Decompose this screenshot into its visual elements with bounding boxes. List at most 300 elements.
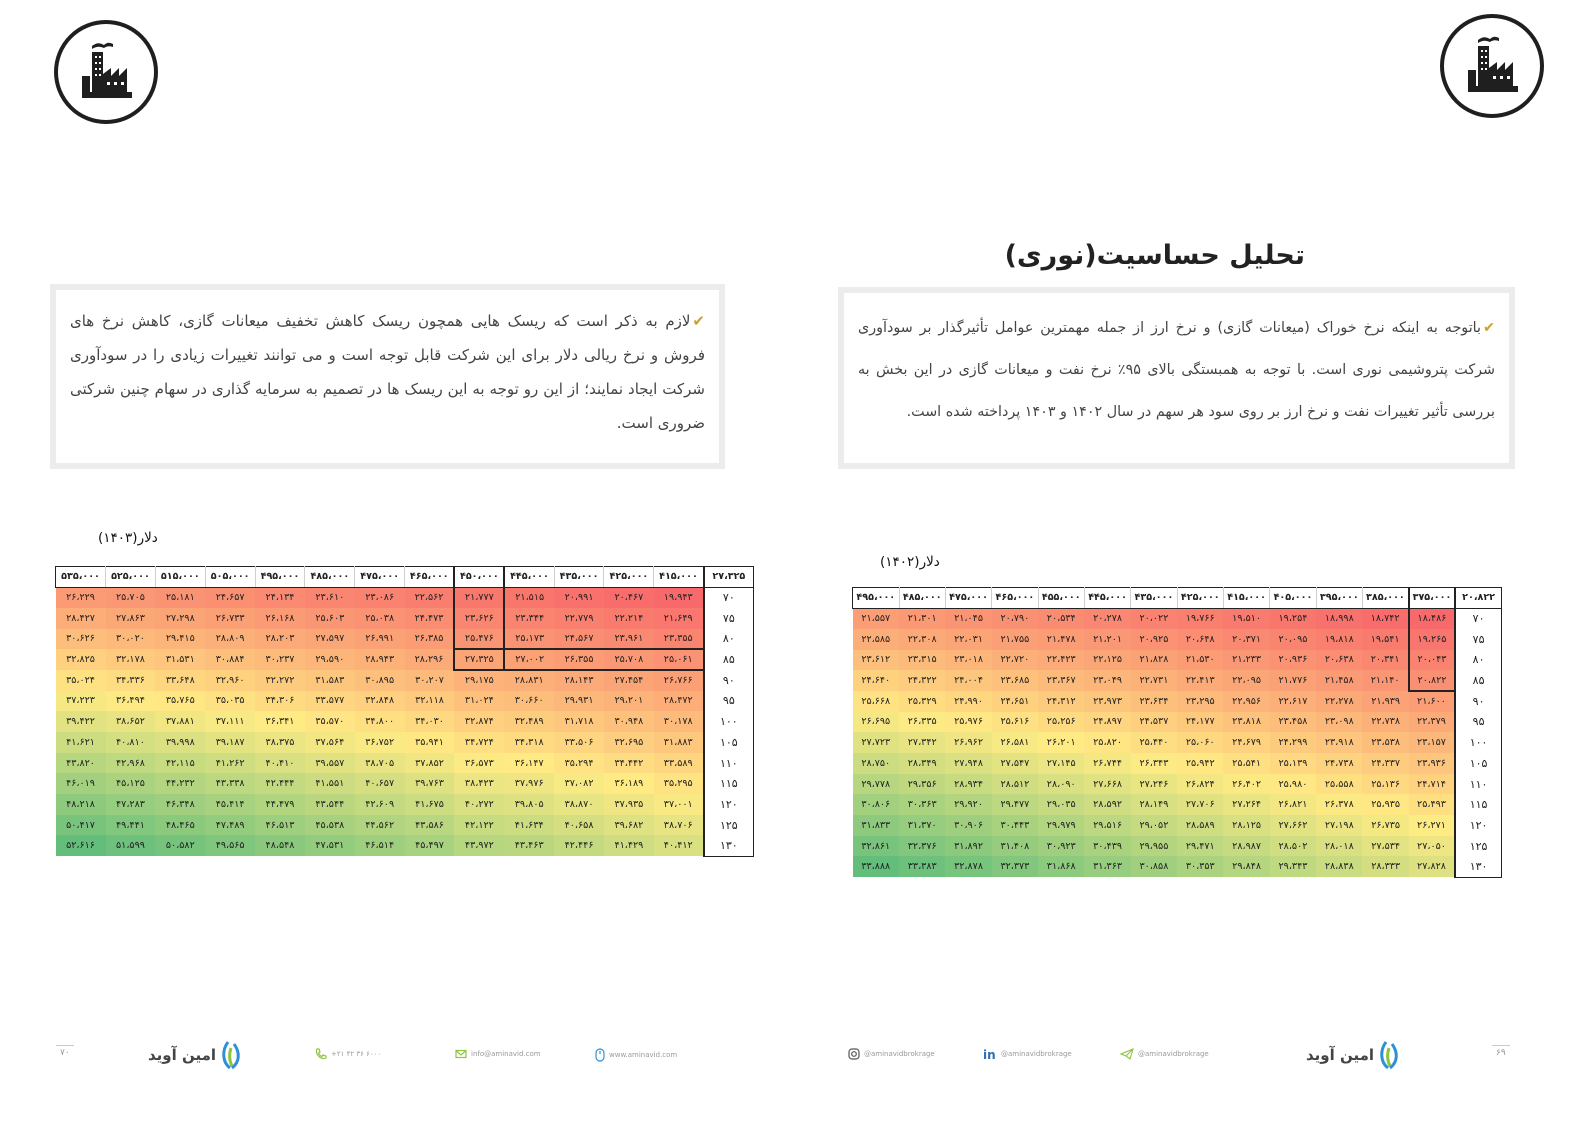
eps-cell: ۲۹،۸۴۸ — [1223, 856, 1269, 877]
table-header-row — [853, 588, 1502, 609]
eps-cell: ۳۵،۷۶۵ — [155, 691, 205, 712]
table-row — [56, 794, 754, 815]
eps-cell: ۴۳،۴۶۳ — [504, 835, 554, 856]
eps-cell: ۲۸،۵۹۲ — [1084, 794, 1130, 815]
eps-cell: ۲۵،۵۵۸ — [1316, 774, 1362, 795]
oil-price-label: ۱۱۵ — [1455, 794, 1501, 815]
eps-cell: ۳۴،۴۴۲ — [604, 753, 654, 774]
eps-cell: ۲۱،۲۰۱ — [1084, 629, 1130, 650]
unit-label-1403: دلار(۱۴۰۳) — [98, 530, 158, 546]
eps-cell: ۳۱،۳۶۳ — [1084, 856, 1130, 877]
fx-rate-header: ۴۷۵،۰۰۰ — [945, 588, 991, 609]
oil-price-label: ۹۰ — [1455, 691, 1501, 712]
eps-cell: ۲۷،۲۴۶ — [1131, 774, 1177, 795]
oil-price-label: ۱۳۰ — [704, 835, 754, 856]
eps-cell: ۲۲،۶۱۷ — [1270, 691, 1316, 712]
eps-cell: ۳۰،۳۶۳ — [899, 794, 945, 815]
check-icon: ✔ — [692, 312, 705, 330]
table-row — [56, 835, 754, 856]
eps-cell: ۲۳،۴۵۸ — [1270, 712, 1316, 733]
eps-cell: ۳۵،۰۲۴ — [56, 670, 106, 691]
eps-cell: ۳۲،۶۹۵ — [604, 732, 654, 753]
eps-cell: ۴۷،۲۸۳ — [106, 794, 156, 815]
eps-cell: ۲۵،۴۴۰ — [1131, 732, 1177, 753]
eps-cell: ۲۷،۸۲۸ — [1409, 856, 1455, 877]
eps-cell: ۴۰،۲۷۲ — [454, 794, 504, 815]
eps-cell: ۲۱،۸۲۸ — [1131, 650, 1177, 671]
eps-cell: ۲۶،۲۲۹ — [56, 587, 106, 608]
oil-price-label: ۱۰۰ — [704, 711, 754, 732]
eps-cell: ۴۵،۱۲۵ — [106, 773, 156, 794]
eps-cell: ۳۷،۰۸۲ — [554, 773, 604, 794]
fx-rate-header: ۴۸۵،۰۰۰ — [899, 588, 945, 609]
eps-cell: ۳۲،۹۶۰ — [205, 670, 255, 691]
eps-cell: ۴۴،۴۷۹ — [255, 794, 305, 815]
fx-rate-header: ۴۱۵،۰۰۰ — [654, 567, 704, 588]
eps-cell: ۳۵،۲۹۵ — [654, 773, 704, 794]
eps-cell: ۲۶،۵۸۱ — [992, 732, 1038, 753]
eps-cell: ۳۷،۹۳۵ — [604, 794, 654, 815]
eps-cell: ۳۴،۳۱۸ — [504, 732, 554, 753]
eps-cell: ۲۹،۵۹۰ — [305, 649, 355, 670]
eps-cell: ۳۷،۹۷۶ — [504, 773, 554, 794]
eps-cell: ۲۴،۳۳۷ — [1362, 753, 1408, 774]
eps-cell: ۲۴،۴۷۳ — [405, 608, 455, 629]
eps-cell: ۲۵،۱۳۹ — [1270, 753, 1316, 774]
sensitivity-table-1402 — [852, 587, 1502, 878]
eps-cell: ۳۰،۰۲۰ — [106, 629, 156, 650]
eps-cell: ۳۲،۲۷۲ — [255, 670, 305, 691]
linkedin-icon — [983, 1048, 997, 1060]
footer-phone[interactable]: +۲۱ ۴۲ ۳۶ ۶۰۰۰ — [315, 1048, 381, 1060]
eps-cell: ۳۴،۳۰۶ — [255, 691, 305, 712]
eps-cell: ۳۲،۸۴۸ — [355, 691, 405, 712]
fx-rate-header: ۴۳۵،۰۰۰ — [554, 567, 604, 588]
eps-cell: ۱۸،۷۴۲ — [1362, 608, 1408, 629]
eps-cell: ۲۵،۶۱۶ — [992, 712, 1038, 733]
eps-cell: ۳۰،۲۰۷ — [405, 670, 455, 691]
fx-rate-header: ۵۲۵،۰۰۰ — [106, 567, 156, 588]
eps-cell: ۳۷،۰۰۱ — [654, 794, 704, 815]
table-row — [853, 691, 1502, 712]
fx-rate-header: ۳۷۵،۰۰۰ — [1409, 588, 1455, 609]
eps-cell: ۲۵،۹۴۲ — [1177, 753, 1223, 774]
fx-rate-header: ۴۷۵،۰۰۰ — [355, 567, 405, 588]
eps-cell: ۴۲،۴۴۴ — [255, 773, 305, 794]
eps-cell: ۲۴،۰۰۴ — [945, 670, 991, 691]
oil-price-label: ۸۵ — [1455, 670, 1501, 691]
eps-cell: ۴۳،۳۳۸ — [205, 773, 255, 794]
eps-cell: ۲۸،۸۳۸ — [1316, 856, 1362, 877]
eps-cell: ۲۳،۹۶۱ — [604, 629, 654, 650]
fx-rate-header: ۴۵۰،۰۰۰ — [454, 567, 504, 588]
eps-cell: ۳۰،۶۶۰ — [504, 691, 554, 712]
table-row — [56, 608, 754, 629]
eps-cell: ۴۷،۵۳۱ — [305, 835, 355, 856]
eps-cell: ۲۲،۳۷۹ — [1409, 712, 1455, 733]
eps-cell: ۲۷،۰۰۲ — [504, 649, 554, 670]
oil-price-label: ۱۲۵ — [704, 815, 754, 836]
eps-cell: ۳۰،۴۴۳ — [992, 815, 1038, 836]
eps-cell: ۲۹،۰۵۲ — [1131, 815, 1177, 836]
eps-cell: ۲۲،۰۳۱ — [945, 629, 991, 650]
eps-cell: ۲۹،۱۷۵ — [454, 670, 504, 691]
eps-cell: ۳۹،۱۸۷ — [205, 732, 255, 753]
oil-price-label: ۱۳۰ — [1455, 856, 1501, 877]
eps-cell: ۱۹،۲۶۵ — [1409, 629, 1455, 650]
eps-cell: ۲۳،۳۱۵ — [899, 650, 945, 671]
footer-email[interactable]: info@aminavid.com — [455, 1048, 541, 1060]
eps-cell: ۴۰،۴۱۰ — [255, 753, 305, 774]
table-row — [853, 856, 1502, 877]
eps-cell: ۲۶،۳۳۵ — [899, 712, 945, 733]
eps-cell: ۲۶،۸۲۱ — [1270, 794, 1316, 815]
eps-cell: ۲۱،۶۰۰ — [1409, 691, 1455, 712]
factory-icon — [1462, 32, 1522, 98]
phone-icon — [315, 1048, 327, 1060]
eps-cell: ۲۸،۹۳۴ — [945, 774, 991, 795]
eps-cell: ۴۰،۶۵۷ — [355, 773, 405, 794]
eps-cell: ۲۶،۹۹۱ — [355, 629, 405, 650]
eps-cell: ۲۹،۹۵۵ — [1131, 836, 1177, 857]
eps-cell: ۳۵،۵۷۰ — [305, 711, 355, 732]
eps-cell: ۲۰،۳۷۱ — [1223, 629, 1269, 650]
footer-69 — [794, 1040, 1587, 1074]
table-row — [56, 753, 754, 774]
eps-cell: ۴۳،۵۴۴ — [305, 794, 355, 815]
eps-cell: ۳۰،۶۲۶ — [56, 629, 106, 650]
eps-cell: ۳۳،۵۰۶ — [554, 732, 604, 753]
table-row — [853, 836, 1502, 857]
eps-cell: ۲۶،۷۴۴ — [1084, 753, 1130, 774]
eps-cell: ۲۹،۹۷۹ — [1038, 815, 1084, 836]
eps-cell: ۲۱،۴۵۸ — [1316, 670, 1362, 691]
eps-cell: ۵۰،۴۱۷ — [56, 815, 106, 836]
eps-cell: ۲۰،۳۴۱ — [1362, 650, 1408, 671]
eps-cell: ۳۴،۰۳۰ — [405, 711, 455, 732]
eps-cell: ۴۱،۶۲۱ — [56, 732, 106, 753]
eps-cell: ۲۵،۰۳۸ — [355, 608, 405, 629]
fx-rate-header: ۳۹۵،۰۰۰ — [1316, 588, 1362, 609]
eps-cell: ۲۷،۳۴۲ — [899, 732, 945, 753]
table-row — [853, 794, 1502, 815]
eps-cell: ۴۱،۴۲۹ — [604, 835, 654, 856]
eps-cell: ۴۶،۵۱۴ — [355, 835, 405, 856]
eps-cell: ۲۲،۲۷۸ — [1316, 691, 1362, 712]
table-row — [853, 670, 1502, 691]
eps-cell: ۳۴،۷۲۴ — [454, 732, 504, 753]
eps-cell: ۲۵،۷۰۸ — [604, 649, 654, 670]
eps-cell: ۲۵،۸۲۰ — [1084, 732, 1130, 753]
eps-cell: ۲۴،۸۹۷ — [1084, 712, 1130, 733]
eps-cell: ۲۱،۲۳۳ — [1223, 650, 1269, 671]
eps-cell: ۲۲،۷۳۱ — [1131, 670, 1177, 691]
table-row — [853, 712, 1502, 733]
brand-logo: امین آوید — [1306, 1040, 1402, 1070]
eps-cell: ۲۲،۵۸۵ — [853, 629, 900, 650]
eps-cell: ۲۵،۱۳۶ — [1362, 774, 1408, 795]
eps-cell: ۳۱،۵۸۳ — [305, 670, 355, 691]
eps-cell: ۲۴،۲۹۹ — [1270, 732, 1316, 753]
fx-rate-header: ۴۶۵،۰۰۰ — [405, 567, 455, 588]
eps-cell: ۳۸،۶۵۲ — [106, 711, 156, 732]
fx-rate-header: ۴۴۵،۰۰۰ — [504, 567, 554, 588]
factory-logo — [1440, 14, 1544, 118]
svg-text:in: in — [983, 1048, 996, 1060]
eps-cell: ۴۶،۳۴۸ — [155, 794, 205, 815]
eps-cell: ۲۷،۵۳۴ — [1362, 836, 1408, 857]
footer-linkedin[interactable]: in @aminavidbrokrage — [983, 1048, 1072, 1060]
page-70 — [0, 0, 793, 1122]
eps-cell: ۲۹،۴۱۵ — [155, 629, 205, 650]
fx-rate-header: ۴۵۵،۰۰۰ — [1038, 588, 1084, 609]
oil-price-label: ۱۰۵ — [1455, 753, 1501, 774]
check-icon: ✔ — [1483, 320, 1495, 336]
fx-rate-header: ۴۶۵،۰۰۰ — [992, 588, 1038, 609]
eps-cell: ۲۰،۰۹۵ — [1270, 629, 1316, 650]
eps-cell: ۲۹،۹۲۰ — [945, 794, 991, 815]
eps-cell: ۲۳،۱۵۷ — [1409, 732, 1455, 753]
oil-price-label: ۹۵ — [1455, 712, 1501, 733]
eps-cell: ۲۳،۳۴۴ — [504, 608, 554, 629]
eps-cell: ۲۳،۵۳۸ — [1362, 732, 1408, 753]
eps-cell: ۳۱،۸۹۲ — [945, 836, 991, 857]
eps-cell: ۲۱،۴۷۸ — [1038, 629, 1084, 650]
oil-price-label: ۱۰۵ — [704, 732, 754, 753]
table-row — [853, 608, 1502, 629]
eps-cell: ۱۹،۸۱۸ — [1316, 629, 1362, 650]
eps-cell: ۲۴،۷۳۸ — [1316, 753, 1362, 774]
eps-cell: ۴۵،۴۹۷ — [405, 835, 455, 856]
eps-cell: ۳۹،۹۹۸ — [155, 732, 205, 753]
eps-cell: ۲۰،۶۳۸ — [1316, 650, 1362, 671]
eps-cell: ۲۵،۹۷۶ — [945, 712, 991, 733]
eps-cell: ۲۸،۸۳۱ — [504, 670, 554, 691]
eps-cell: ۴۴،۲۳۲ — [155, 773, 205, 794]
eps-cell: ۲۵،۴۹۳ — [1409, 794, 1455, 815]
eps-cell: ۲۲،۴۱۳ — [1177, 670, 1223, 691]
unit-label-1402: دلار(۱۴۰۲) — [880, 554, 940, 570]
eps-cell: ۲۲،۳۰۸ — [899, 629, 945, 650]
eps-cell: ۲۰،۸۲۲ — [1409, 670, 1455, 691]
eps-cell: ۲۹،۲۰۱ — [604, 691, 654, 712]
table-row — [56, 670, 754, 691]
eps-cell: ۳۶،۵۷۳ — [454, 753, 504, 774]
fx-rate-header: ۴۹۵،۰۰۰ — [853, 588, 900, 609]
eps-cell: ۲۵،۵۴۱ — [1223, 753, 1269, 774]
table-row — [56, 711, 754, 732]
eps-cell: ۲۹،۳۴۳ — [1270, 856, 1316, 877]
eps-cell: ۲۳،۰۱۸ — [945, 650, 991, 671]
eps-cell: ۲۱،۱۴۰ — [1362, 670, 1408, 691]
eps-cell: ۳۲،۸۶۱ — [853, 836, 900, 857]
eps-cell: ۲۱،۶۴۹ — [654, 608, 704, 629]
page-title: تحلیل حساسیت(نوری) — [1004, 240, 1305, 271]
eps-cell: ۳۱،۴۰۸ — [992, 836, 1038, 857]
footer-instagram[interactable]: @aminavidbrokrage — [848, 1048, 935, 1060]
eps-cell: ۲۱،۵۱۵ — [504, 587, 554, 608]
eps-cell: ۴۴،۵۶۲ — [355, 815, 405, 836]
oil-price-label: ۸۰ — [1455, 650, 1501, 671]
eps-cell: ۲۶،۷۶۶ — [654, 670, 704, 691]
eps-cell: ۵۱،۵۹۹ — [106, 835, 156, 856]
table-row — [56, 732, 754, 753]
table-row — [853, 753, 1502, 774]
eps-cell: ۲۸،۹۸۷ — [1223, 836, 1269, 857]
eps-cell: ۲۶،۱۶۸ — [255, 608, 305, 629]
eps-cell: ۲۷،۳۲۵ — [454, 649, 504, 670]
eps-cell: ۲۷،۷۰۶ — [1177, 794, 1223, 815]
eps-cell: ۲۸،۲۰۳ — [255, 629, 305, 650]
factory-logo — [54, 20, 158, 124]
eps-cell: ۲۷،۹۴۸ — [945, 753, 991, 774]
eps-cell: ۲۲،۹۵۶ — [1223, 691, 1269, 712]
eps-cell: ۳۷،۲۲۳ — [56, 691, 106, 712]
eps-cell: ۳۰،۸۸۴ — [205, 649, 255, 670]
oil-price-label: ۱۲۰ — [1455, 815, 1501, 836]
intro-box — [838, 287, 1515, 469]
eps-cell: ۲۵،۶۰۳ — [305, 608, 355, 629]
eps-cell: ۳۳،۳۸۳ — [899, 856, 945, 877]
eps-cell: ۲۰،۲۷۸ — [1084, 608, 1130, 629]
eps-cell: ۳۰،۴۳۹ — [1084, 836, 1130, 857]
eps-cell: ۲۴،۶۵۱ — [992, 691, 1038, 712]
eps-cell: ۲۲،۲۱۴ — [604, 608, 654, 629]
eps-cell: ۳۲،۸۲۵ — [56, 649, 106, 670]
eps-cell: ۲۸،۰۹۰ — [1038, 774, 1084, 795]
eps-cell: ۲۰،۹۹۱ — [554, 587, 604, 608]
eps-cell: ۲۹،۳۵۶ — [899, 774, 945, 795]
oil-price-label: ۹۰ — [704, 670, 754, 691]
fx-rate-header: ۴۹۵،۰۰۰ — [255, 567, 305, 588]
eps-cell: ۲۵،۷۰۵ — [106, 587, 156, 608]
eps-cell: ۳۱،۸۸۳ — [654, 732, 704, 753]
risk-note-text: ✔لازم به ذکر است که ریسک هایی همچون ریسک کاهش تخفیف میعانات گازی، کاهش نرخ های فروش و نرخ ریالی دلار برای این شرکت قابل توجه است و می توانند تغییرات زیادی را در سودآوری شرکت ایجاد نمایند؛ از این رو توجه به این ریسک ها در تصمیم به سرمایه گذاری در سهام چنین شرکتی ضروری است. — [70, 312, 705, 432]
eps-cell: ۲۳،۸۱۸ — [1223, 712, 1269, 733]
eps-cell: ۴۳،۸۲۰ — [56, 753, 106, 774]
eps-cell: ۲۲،۷۳۸ — [1362, 712, 1408, 733]
eps-cell: ۲۵،۱۸۱ — [155, 587, 205, 608]
eps-cell: ۴۳،۵۸۶ — [405, 815, 455, 836]
eps-cell: ۲۷،۲۶۴ — [1223, 794, 1269, 815]
eps-cell: ۲۰،۰۴۳ — [1409, 650, 1455, 671]
eps-cell: ۱۹،۵۴۱ — [1362, 629, 1408, 650]
eps-cell: ۲۹،۵۱۶ — [1084, 815, 1130, 836]
eps-cell: ۲۸،۱۲۵ — [1223, 815, 1269, 836]
eps-cell: ۲۸،۲۹۶ — [405, 649, 455, 670]
eps-cell: ۳۳،۶۴۸ — [155, 670, 205, 691]
fx-rate-header: ۵۰۵،۰۰۰ — [205, 567, 255, 588]
eps-cell: ۲۷،۴۵۴ — [604, 670, 654, 691]
eps-cell: ۲۸،۴۲۷ — [56, 608, 106, 629]
fx-rate-header: ۵۳۵،۰۰۰ — [56, 567, 106, 588]
page-69 — [794, 0, 1587, 1122]
eps-cell: ۳۷،۸۵۲ — [405, 753, 455, 774]
eps-cell: ۵۲،۶۱۶ — [56, 835, 106, 856]
eps-cell: ۲۶،۳۴۳ — [1131, 753, 1177, 774]
eps-cell: ۲۳،۹۱۸ — [1316, 732, 1362, 753]
eps-cell: ۲۴،۳۱۲ — [1038, 691, 1084, 712]
eps-cell: ۳۰،۱۷۸ — [654, 711, 704, 732]
eps-cell: ۲۱،۷۷۷ — [454, 587, 504, 608]
fx-rate-header: ۴۰۵،۰۰۰ — [1270, 588, 1316, 609]
eps-cell: ۲۱،۷۵۵ — [992, 629, 1038, 650]
eps-cell: ۲۸،۳۳۳ — [1362, 856, 1408, 877]
eps-cell: ۲۱،۷۷۶ — [1270, 670, 1316, 691]
eps-cell: ۳۴،۳۳۶ — [106, 670, 156, 691]
eps-cell: ۲۹،۴۷۱ — [1177, 836, 1223, 857]
eps-cell: ۳۹،۵۵۷ — [305, 753, 355, 774]
oil-price-label: ۱۲۰ — [704, 794, 754, 815]
table-row — [56, 691, 754, 712]
eps-cell: ۲۳،۹۷۳ — [1084, 691, 1130, 712]
footer-70 — [0, 1040, 793, 1074]
fx-rate-header: ۴۸۵،۰۰۰ — [305, 567, 355, 588]
eps-cell: ۴۶،۰۱۹ — [56, 773, 106, 794]
eps-cell: ۲۶،۷۳۵ — [1362, 815, 1408, 836]
eps-cell: ۲۳،۶۸۵ — [992, 670, 1038, 691]
eps-cell: ۵۰،۵۸۲ — [155, 835, 205, 856]
oil-price-label: ۱۱۵ — [704, 773, 754, 794]
eps-cell: ۳۱،۳۷۰ — [899, 815, 945, 836]
oil-price-label: ۱۱۰ — [704, 753, 754, 774]
eps-cell: ۳۲،۳۷۳ — [992, 856, 1038, 877]
eps-cell: ۳۴،۸۰۰ — [355, 711, 405, 732]
eps-cell: ۲۰،۷۹۰ — [992, 608, 1038, 629]
eps-cell: ۱۹،۹۴۳ — [654, 587, 704, 608]
eps-cell: ۲۱،۵۳۰ — [1177, 650, 1223, 671]
eps-cell: ۳۵،۲۹۴ — [554, 753, 604, 774]
eps-cell: ۱۸،۹۹۸ — [1316, 608, 1362, 629]
fx-rate-header: ۴۲۵،۰۰۰ — [1177, 588, 1223, 609]
eps-cell: ۳۹،۸۰۵ — [504, 794, 554, 815]
eps-cell: ۲۴،۹۹۰ — [945, 691, 991, 712]
eps-cell: ۳۱،۵۳۱ — [155, 649, 205, 670]
table-row — [56, 773, 754, 794]
footer-website[interactable]: www.aminavid.com — [595, 1048, 677, 1062]
telegram-icon — [1120, 1048, 1134, 1060]
eps-cell: ۲۶،۷۳۳ — [205, 608, 255, 629]
eps-cell: ۴۰،۶۵۸ — [554, 815, 604, 836]
eps-cell: ۳۶،۱۸۹ — [604, 773, 654, 794]
fx-rate-header: ۵۱۵،۰۰۰ — [155, 567, 205, 588]
eps-cell: ۳۰،۳۵۳ — [1177, 856, 1223, 877]
eps-cell: ۲۶،۴۰۲ — [1223, 774, 1269, 795]
eps-cell: ۲۸،۵۱۲ — [992, 774, 1038, 795]
eps-cell: ۲۶،۶۹۵ — [853, 712, 900, 733]
eps-cell: ۴۱،۲۶۲ — [205, 753, 255, 774]
eps-cell: ۳۵،۹۴۱ — [405, 732, 455, 753]
eps-cell: ۴۱،۶۳۴ — [504, 815, 554, 836]
eps-cell: ۲۶،۳۷۸ — [1316, 794, 1362, 815]
eps-cell: ۲۷،۰۵۰ — [1409, 836, 1455, 857]
oil-price-label: ۱۱۰ — [1455, 774, 1501, 795]
eps-cell: ۲۳،۶۳۴ — [1131, 691, 1177, 712]
eps-cell: ۴۶،۵۱۳ — [255, 815, 305, 836]
eps-cell: ۴۵،۴۱۴ — [205, 794, 255, 815]
eps-cell: ۲۸،۷۵۰ — [853, 753, 900, 774]
eps-cell: ۲۸،۱۴۹ — [1131, 794, 1177, 815]
eps-cell: ۴۹،۴۴۱ — [106, 815, 156, 836]
eps-cell: ۳۲،۸۷۸ — [945, 856, 991, 877]
footer-telegram[interactable]: @aminavidbrokrage — [1120, 1048, 1209, 1060]
eps-cell: ۲۳،۶۲۶ — [454, 608, 504, 629]
eps-cell: ۴۲،۶۰۹ — [355, 794, 405, 815]
table-row — [853, 629, 1502, 650]
eps-cell: ۲۴،۳۲۲ — [899, 670, 945, 691]
eps-cell: ۳۰،۹۴۸ — [604, 711, 654, 732]
fx-rate-header: ۴۲۵،۰۰۰ — [604, 567, 654, 588]
